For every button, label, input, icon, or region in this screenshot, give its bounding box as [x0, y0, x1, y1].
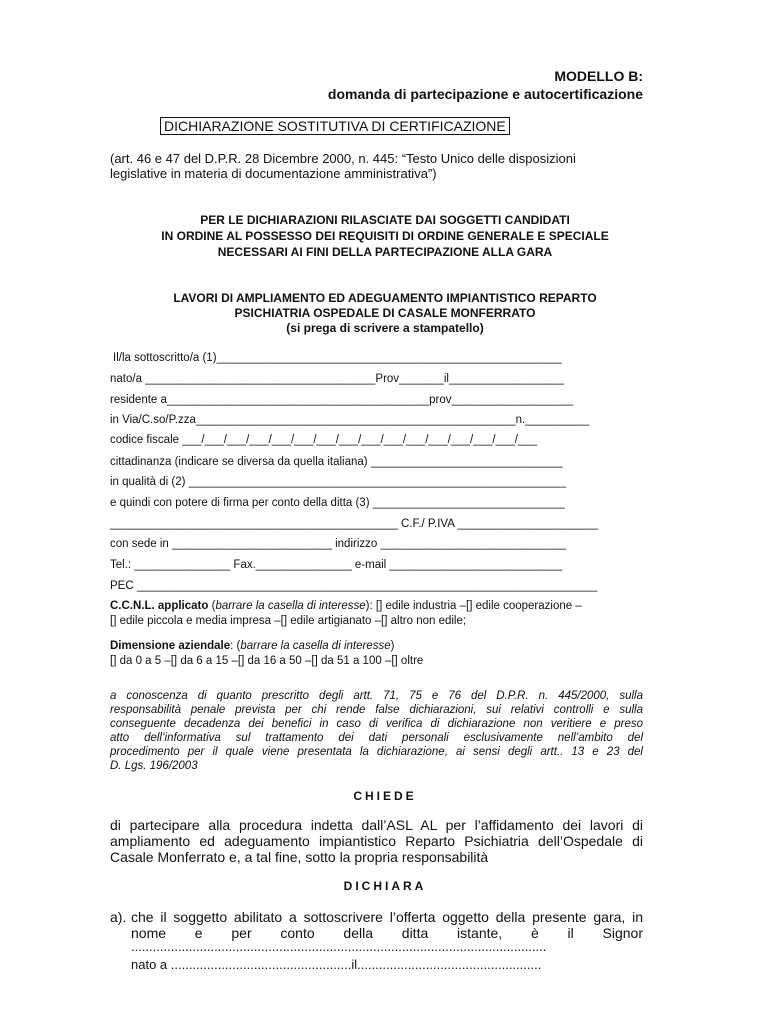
- item-a-nato-line[interactable]: nato a ..................................................il...................................................: [131, 957, 542, 972]
- works-title-line-2: PSICHIATRIA OSPEDALE DI CASALE MONFERRATO: [234, 306, 536, 320]
- chiede-heading: CHIEDE: [353, 789, 417, 803]
- field-cf-piva[interactable]: _____________________________________________ C.F./ P.IVA ______________________: [110, 518, 599, 530]
- field-contatti[interactable]: Tel.: _______________ Fax._______________ e-mail ___________________________: [110, 559, 563, 571]
- consapevolezza-line-6: D. Lgs. 196/2003: [110, 760, 198, 772]
- item-a-line-1: che il soggetto abilitato a sottoscrivere l’offerta oggetto della presente gara, in: [131, 909, 643, 925]
- item-a-marker: a).: [110, 909, 127, 925]
- field-cittadinanza[interactable]: cittadinanza (indicare se diversa da quella italiana) ______________________________: [110, 456, 563, 468]
- ccnl-line-1: C.C.N.L. applicato (barrare la casella di interesse): [] edile industria –[] edile cooperazione –: [110, 600, 582, 612]
- field-qualita[interactable]: in qualità di (2) ___________________________________________________________: [110, 476, 566, 488]
- chiede-line-3: Casale Monferrato e, a tal fine, sotto la propria responsabilità: [110, 849, 489, 865]
- works-title-note: (si prega di scrivere a stampatello): [286, 321, 484, 335]
- document-subtitle: domanda di partecipazione e autocertificazione: [327, 86, 643, 102]
- notice-line-2: IN ORDINE AL POSSESSO DEI REQUISITI DI ORDINE GENERALE E SPECIALE: [161, 229, 609, 243]
- notice-line-1: PER LE DICHIARAZIONI RILASCIATE DAI SOGGETTI CANDIDATI: [200, 213, 570, 227]
- field-residente[interactable]: residente a_________________________________________prov___________________: [110, 394, 574, 406]
- consapevolezza-line-4: atto dell’informativa sul trattamento dei dati personali esclusivamente nell’ambito del: [110, 732, 643, 744]
- field-pec[interactable]: PEC ________________________________________________________________________: [110, 580, 598, 592]
- field-sede[interactable]: con sede in _________________________ indirizzo _____________________________: [110, 538, 566, 550]
- notice-line-3: NECESSARI AI FINI DELLA PARTECIPAZIONE ALLA GARA: [217, 245, 553, 259]
- consapevolezza-line-2: responsabilità penale prevista per chi rende false dichiarazioni, sui relativi controlli e sulla: [110, 704, 643, 716]
- dimensione-line: Dimensione aziendale: (barrare la casella di interesse): [110, 640, 395, 652]
- chiede-line-1: di partecipare alla procedura indetta dall’ASL AL per l’affidamento dei lavori di: [110, 817, 643, 833]
- dimensione-options[interactable]: [] da 0 a 5 –[] da 6 a 15 –[] da 16 a 50 –[] da 51 a 100 –[] oltre: [110, 655, 424, 667]
- consapevolezza-line-1: a conoscenza di quanto prescritto degli artt. 71, 75 e 76 del D.P.R. n. 445/2000, sulla: [110, 690, 643, 702]
- legal-reference-line-1: (art. 46 e 47 del D.P.R. 28 Dicembre 2000, n. 445: “Testo Unico delle disposizioni: [110, 151, 576, 166]
- works-title-line-1: LAVORI DI AMPLIAMENTO ED ADEGUAMENTO IMPIANTISTICO REPARTO: [173, 291, 597, 305]
- ccnl-hint: barrare la casella di interesse: [215, 600, 366, 612]
- dichiara-heading: DICHIARA: [343, 879, 427, 893]
- ccnl-options-2[interactable]: [] edile piccola e media impresa –[] edile artigianato –[] altro non edile;: [110, 615, 467, 627]
- ccnl-options-1[interactable]: ): [] edile industria –[] edile cooperazione –: [365, 600, 582, 612]
- field-codice-fiscale[interactable]: codice fiscale ___/___/___/___/___/___/___/___/___/___/___/___/___/___/___/___: [110, 434, 538, 446]
- chiede-line-2: ampliamento ed adeguamento impiantistico Reparto Psichiatria dell’Ospedale di: [110, 833, 643, 849]
- model-label: MODELLO B:: [554, 68, 643, 84]
- field-firma-ditta[interactable]: e quindi con potere di firma per conto della ditta (3) ______________________________: [110, 497, 565, 509]
- item-a-blank-line[interactable]: ...................................................................................................................: [131, 939, 547, 954]
- consapevolezza-line-5: procedimento per il quale viene presentata la dichiarazione, ai sensi degli artt.. 13 e 23 del: [110, 746, 643, 758]
- dimensione-hint: barrare la casella di interesse: [240, 640, 391, 652]
- boxed-title: DICHIARAZIONE SOSTITUTIVA DI CERTIFICAZIONE: [160, 117, 510, 135]
- field-nato[interactable]: nato/a ____________________________________Prov_______il__________________: [110, 373, 565, 385]
- item-a-line-2: nome e per conto della ditta istante, è il Signor: [131, 925, 643, 941]
- dimensione-label: Dimensione aziendale: [110, 640, 231, 652]
- field-sottoscritto[interactable]: Il/la sottoscritto/a (1)______________________________________________________: [113, 352, 562, 364]
- legal-reference-line-2: legislative in materia di documentazione amministrativa”): [110, 166, 437, 181]
- ccnl-label: C.C.N.L. applicato: [110, 600, 209, 612]
- consapevolezza-line-3: conseguente decadenza dei benefici in caso di verifica di dichiarazione non veritiere e preso: [110, 718, 643, 730]
- field-via[interactable]: in Via/C.so/P.zza__________________________________________________n.__________: [110, 414, 590, 426]
